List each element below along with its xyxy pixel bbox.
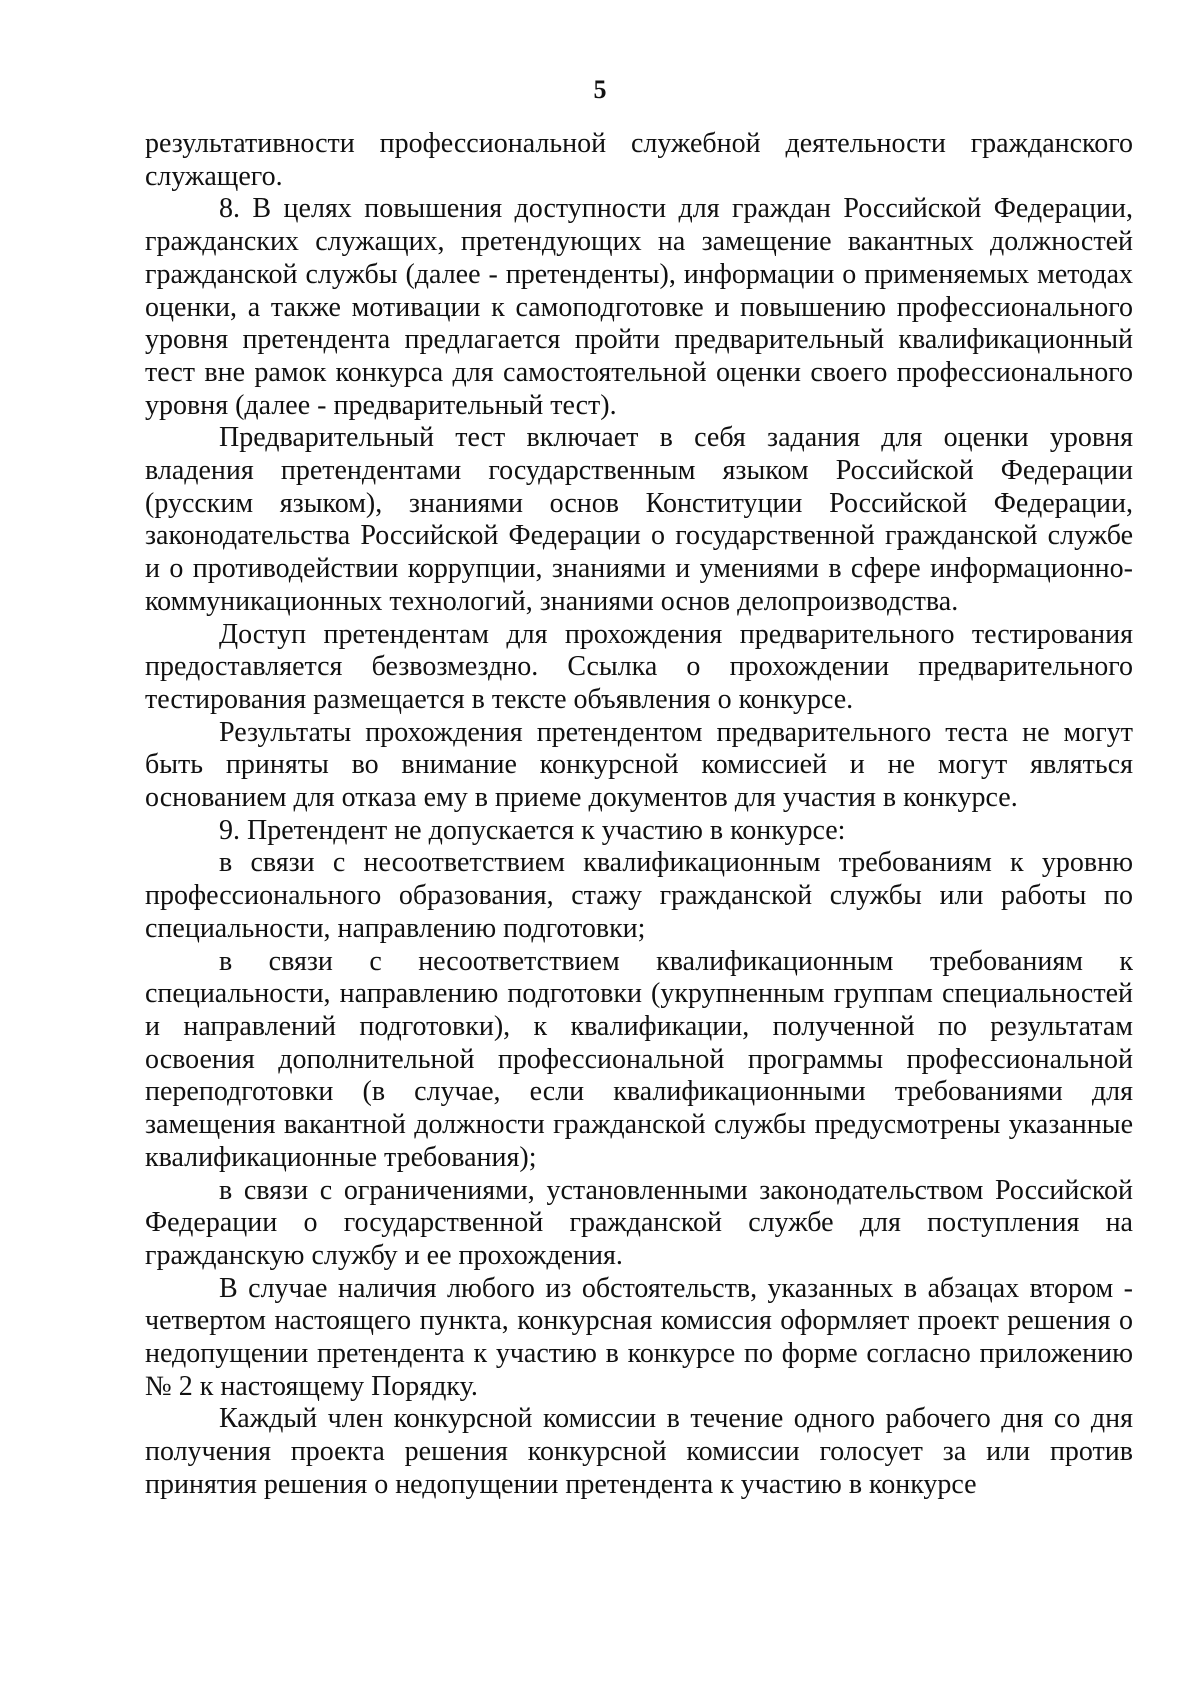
paragraph: в связи с ограничениями, установленными законодательством Российской Федерации о государственной гражданской службе для поступления на гражданскую службу и ее прохождения. <box>145 1174 1133 1271</box>
paragraph: в связи с несоответствием квалификационным требованиям к уровню профессионального образования, стажу гражданской службы или работы по специальности, направлению подготовки; <box>145 847 1133 944</box>
page-number: 5 <box>593 75 607 104</box>
paragraph: в связи с несоответствием квалификационным требованиям к специальности, направлению подготовки (укрупненным группам специальностей и направлений подготовки), к квалификации, полученной по результатам освоения дополнительной профессиональной программы профессиональной переподготовки (в случае, если квалификационными требованиями для замещения вакантной должности гражданской службы предусмотрены указанные квалификационные требования); <box>145 945 1133 1173</box>
paragraph: результативности профессиональной служебной деятельности гражданского служащего. <box>145 128 1133 192</box>
paragraph: Предварительный тест включает в себя задания для оценки уровня владения претендентами государственным языком Российской Федерации (русским языком), знаниями основ Конституции Российской Федерации, законодательства Российской Федерации о государственной гражданской службе и о противодействии коррупции, знаниями и умениями в сфере информационно-коммуникационных технологий, знаниями основ делопроизводства. <box>145 422 1133 617</box>
paragraph: В случае наличия любого из обстоятельств, указанных в абзацах втором - четвертом настоящего пункта, конкурсная комиссия оформляет проект решения о недопущении претендента к участию в конкурсе по форме согласно приложению № 2 к настоящему Порядку. <box>145 1272 1133 1402</box>
document-body <box>145 128 1133 1502</box>
paragraph: Результаты прохождения претендентом предварительного теста не могут быть приняты во внимание конкурсной комиссией и не могут являться основанием для отказа ему в приеме документов для участия в конкурсе. <box>145 716 1133 814</box>
paragraph: 9. Претендент не допускается к участию в конкурсе: <box>219 814 846 846</box>
paragraph: Каждый член конкурсной комиссии в течение одного рабочего дня со дня получения проекта решения конкурсной комиссии голосует за или против принятия решения о недопущении претендента к участию в конкурсе <box>145 1403 1133 1500</box>
paragraph: 8. В целях повышения доступности для граждан Российской Федерации, гражданских служащих, претендующих на замещение вакантных должностей гражданской службы (далее - претенденты), информации о применяемых методах оценки, а также мотивации к самоподготовке и повышению профессионального уровня претендента предлагается пройти предварительный квалификационный тест вне рамок конкурса для самостоятельной оценки своего профессионального уровня (далее - предварительный тест). <box>145 193 1133 421</box>
paragraph: Доступ претендентам для прохождения предварительного тестирования предоставляется безвозмездно. Ссылка о прохождении предварительного тестирования размещается в тексте объявления о конкурсе. <box>145 618 1133 715</box>
